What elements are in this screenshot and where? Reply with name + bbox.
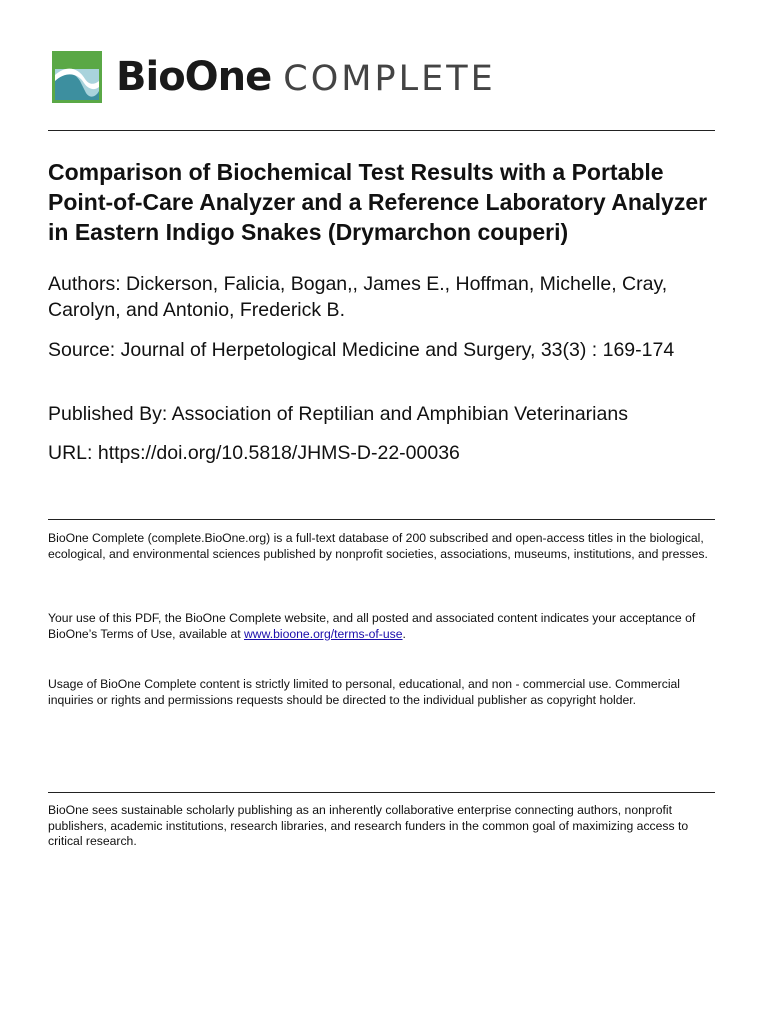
terms-suffix: . xyxy=(402,626,406,641)
brand-product: COMPLETE xyxy=(283,59,496,99)
mission-statement-text: BioOne sees sustainable scholarly publishing as an inherently collaborative enterprise connecting authors, nonprofit publishers, academic institutions, research libraries, and research funders in the common goal of maximizing access to critical research. xyxy=(48,803,689,848)
article-publisher: Published By: Association of Reptilian and Amphibian Veterinarians xyxy=(48,403,628,425)
bioone-wordmark xyxy=(116,54,496,100)
bioone-header xyxy=(52,50,496,104)
article-authors: Authors: Dickerson, Falicia, Bogan,, James E., Hoffman, Michelle, Cray, Carolyn, and Antonio, Frederick B. xyxy=(48,273,668,321)
article-url[interactable]: URL: https://doi.org/10.5818/JHMS-D-22-00036 xyxy=(48,442,460,464)
terms-of-use-link[interactable]: www.bioone.org/terms-of-use xyxy=(244,626,403,641)
terms-of-use-text xyxy=(48,611,718,642)
divider xyxy=(48,519,715,520)
divider xyxy=(48,130,715,131)
bioone-logo-icon xyxy=(52,51,102,103)
about-bioone-text: BioOne Complete (complete.BioOne.org) is a full-text database of 200 subscribed and open-access titles in the biological, ecological, and environmental sciences published by nonprofit societies, associations, museums, institutions, and presses. xyxy=(48,531,708,561)
brand-name: BioOne xyxy=(116,54,272,100)
terms-prefix: Your use of this PDF, the BioOne Complete website, and all posted and associated content indicates your acceptance of BioOne’s Terms of Use, available at xyxy=(48,611,696,641)
article-title: Comparison of Biochemical Test Results with a Portable Point-of-Care Analyzer and a Reference Laboratory Analyzer in Eastern Indigo Snakes (Drymarchon couperi) xyxy=(48,159,708,245)
article-source: Source: Journal of Herpetological Medicine and Surgery, 33(3) : 169-174 xyxy=(48,339,675,361)
divider xyxy=(48,792,715,793)
usage-policy-text: Usage of BioOne Complete content is strictly limited to personal, educational, and non - commercial use. Commercial inquiries or rights and permissions requests should be directed to the individual publisher as copyright holder. xyxy=(48,677,681,707)
